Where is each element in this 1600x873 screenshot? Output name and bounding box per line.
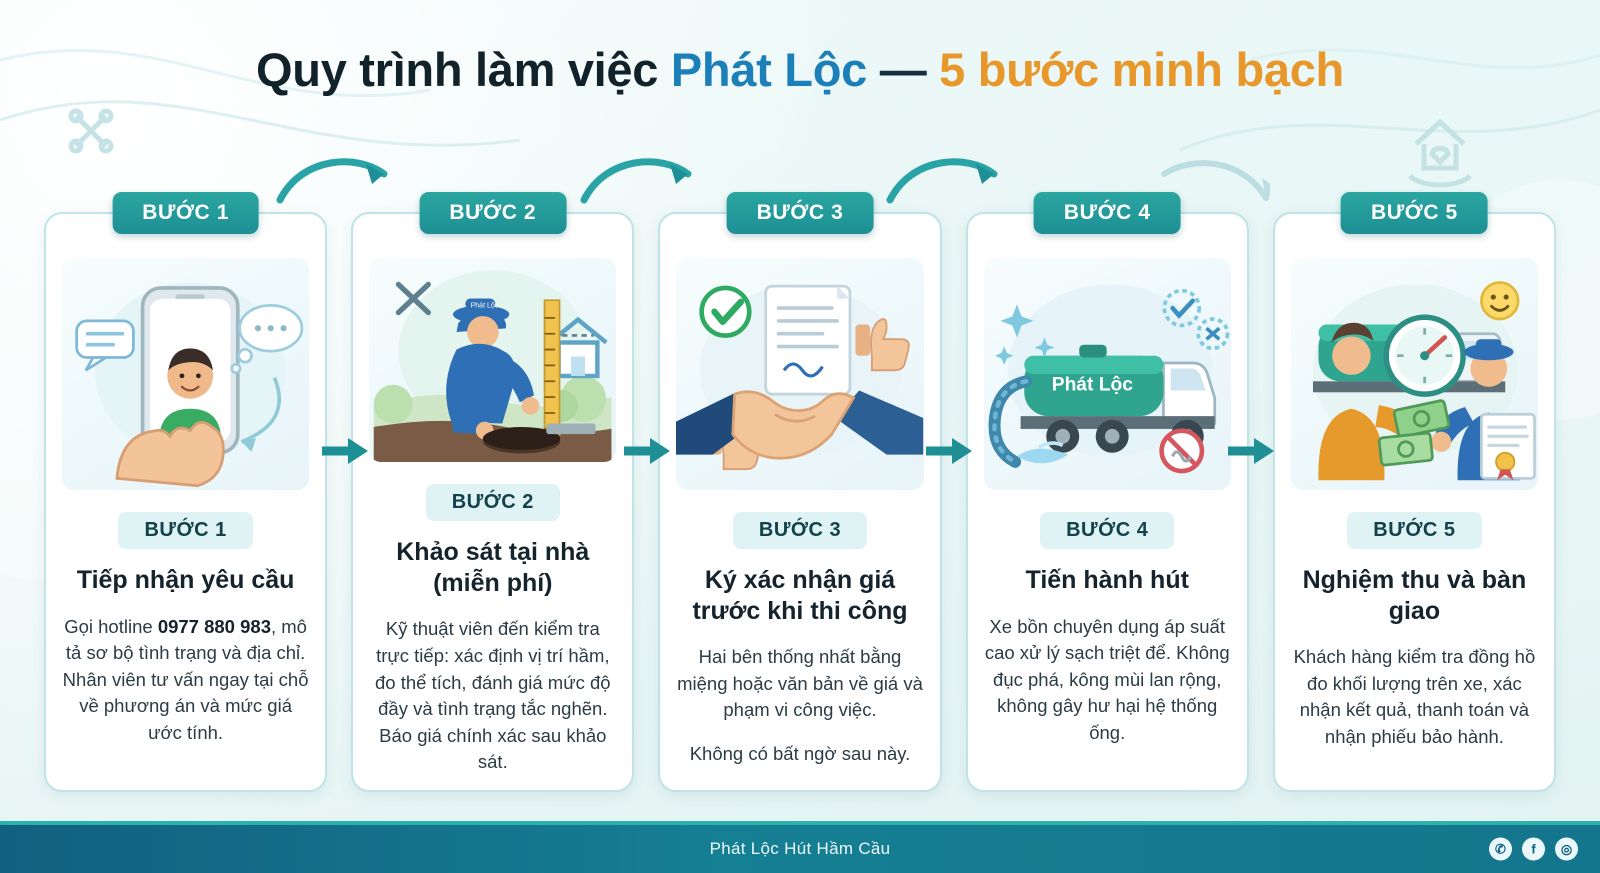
facebook-icon[interactable]: f bbox=[1522, 838, 1545, 861]
instagram-icon[interactable]: ◎ bbox=[1555, 838, 1578, 861]
step-illustration-1 bbox=[62, 258, 309, 490]
top-arrow-2 bbox=[580, 148, 700, 210]
step-desc-text-2: Kỹ thuật viên đến kiểm tra trực tiếp: xác định vị trí hầm, đo thể tích, đánh giá mức độ đầy và tình trạng tắc nghẽn. Báo giá chính xác sau khảo sát. bbox=[375, 618, 611, 773]
step-desc-text2-3: Không có bất ngờ sau này. bbox=[689, 742, 911, 764]
top-arrow-3 bbox=[886, 148, 1006, 210]
step-desc-text-4: Xe bồn chuyên dụng áp suất cao xử lý sạch triệt để. Không đục phá, kông mùi lan rộng, không gây hư hại hệ thống ống. bbox=[984, 615, 1230, 743]
step-desc-text-3: Hai bên thống nhất bằng miệng hoặc văn bản về giá và phạm vi công việc. bbox=[677, 646, 923, 721]
step-pill-3: BƯỚC 3 bbox=[733, 512, 867, 549]
truck-label: Phát Lộc bbox=[1051, 374, 1133, 396]
step-ribbon-2: BƯỚC 2 bbox=[419, 192, 566, 234]
step-card-3[interactable] bbox=[658, 201, 941, 792]
step-illustration-3 bbox=[676, 258, 923, 490]
step-card-2[interactable] bbox=[351, 201, 634, 792]
connector-arrow-4 bbox=[1228, 436, 1274, 466]
step-pill-5: BƯỚC 5 bbox=[1347, 512, 1481, 549]
steps-row bbox=[44, 201, 1556, 792]
step-desc-text-5: Khách hàng kiểm tra đồng hồ đo khối lượng trên xe, xác nhận kết quả, thanh toán và nhận phiếu bảo hành. bbox=[1293, 646, 1536, 747]
footer-bar bbox=[0, 821, 1600, 873]
top-arrow-1 bbox=[276, 148, 396, 210]
connector-arrow-3 bbox=[926, 436, 972, 466]
connector-arrow-1 bbox=[322, 436, 368, 466]
phone-icon[interactable]: ✆ bbox=[1489, 838, 1512, 861]
step-title-1: Tiếp nhận yêu cầu bbox=[76, 566, 295, 594]
page-title bbox=[0, 42, 1600, 97]
footer-brand-text: Phát Lộc Hút Hầm Cầu bbox=[709, 839, 891, 858]
step-card-5[interactable] bbox=[1273, 201, 1556, 792]
step-desc-2 bbox=[369, 616, 616, 776]
social-icons bbox=[1489, 838, 1578, 861]
title-accent: 5 bước minh bạch bbox=[939, 43, 1344, 96]
step-card-1[interactable] bbox=[44, 201, 327, 792]
step-desc-4 bbox=[984, 614, 1231, 747]
step-illustration-5 bbox=[1291, 258, 1538, 490]
step-desc-post-1: , mô tả sơ bộ tình trạng và địa chỉ. Nhân viên tư vấn ngay tại chỗ về phương án và mức giá ước tính. bbox=[62, 615, 309, 743]
step-title-5: Nghiệm thu và bàn giao bbox=[1302, 566, 1527, 625]
step-title-2: Khảo sát tại nhà (miễn phí) bbox=[396, 538, 590, 597]
hotline-number: 0977 880 983 bbox=[157, 615, 271, 637]
step-pill-2: BƯỚC 2 bbox=[426, 484, 560, 521]
step-pill-1: BƯỚC 1 bbox=[118, 512, 252, 549]
step-ribbon-3: BƯỚC 3 bbox=[727, 192, 874, 234]
step-title-4: Tiến hành hút bbox=[1025, 566, 1189, 594]
step-desc-3 bbox=[676, 644, 923, 768]
step-title-3: Ký xác nhận giá trước khi thi công bbox=[692, 566, 908, 625]
step-desc-pre-1: Gọi hotline bbox=[64, 615, 158, 637]
title-brand: Phát Lộc bbox=[670, 43, 867, 96]
step-ribbon-5: BƯỚC 5 bbox=[1341, 192, 1488, 234]
svg-text:Phát Lộc: Phát Lộc bbox=[470, 302, 499, 310]
title-part1: Quy trình làm việc bbox=[256, 43, 671, 96]
step-ribbon-1: BƯỚC 1 bbox=[112, 192, 259, 234]
step-ribbon-4: BƯỚC 4 bbox=[1034, 192, 1181, 234]
step-card-4[interactable] bbox=[966, 201, 1249, 792]
step-pill-4: BƯỚC 4 bbox=[1040, 512, 1174, 549]
title-dash: — bbox=[866, 43, 940, 96]
connector-arrow-2 bbox=[624, 436, 670, 466]
step-desc-5 bbox=[1291, 644, 1538, 751]
step-illustration-2 bbox=[369, 258, 616, 462]
step-desc-1 bbox=[62, 614, 309, 747]
step-illustration-4 bbox=[984, 258, 1231, 490]
